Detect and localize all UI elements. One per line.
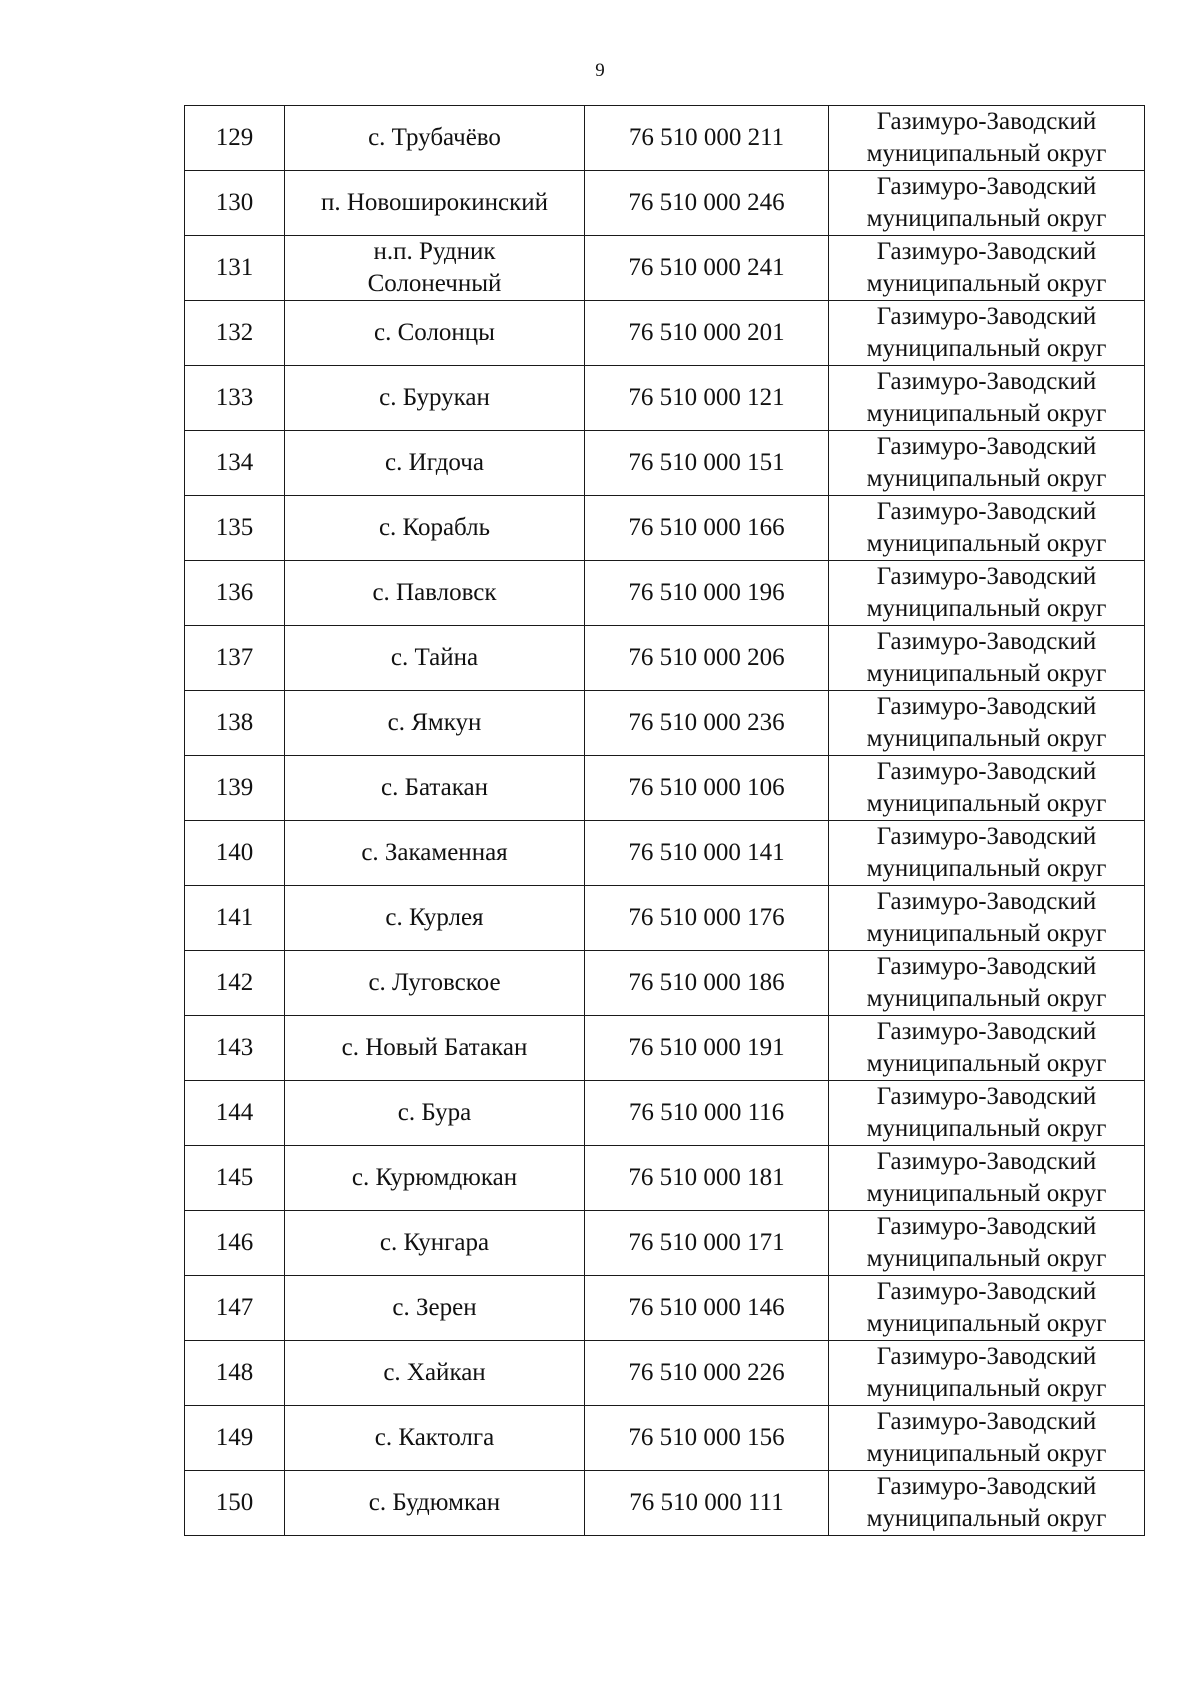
settlement-name: с. Хайкан <box>285 1341 585 1406</box>
municipality <box>829 171 1145 236</box>
municipality <box>829 951 1145 1016</box>
row-number: 144 <box>185 1081 285 1146</box>
municipality <box>829 431 1145 496</box>
municipality-line: Газимуро-Заводский <box>876 953 1097 980</box>
municipality-line: муниципальный округ <box>866 1245 1107 1272</box>
municipality-line: муниципальный округ <box>866 1375 1107 1402</box>
municipality-line: Газимуро-Заводский <box>876 303 1097 330</box>
oktmo-code: 76 510 000 186 <box>585 951 829 1016</box>
row-number: 142 <box>185 951 285 1016</box>
oktmo-code: 76 510 000 141 <box>585 821 829 886</box>
settlement-name: с. Игдоча <box>285 431 585 496</box>
settlement-name: с. Луговское <box>285 951 585 1016</box>
table-row <box>185 1406 1145 1471</box>
municipality-line: Газимуро-Заводский <box>876 1343 1097 1370</box>
oktmo-code: 76 510 000 241 <box>585 236 829 301</box>
table-row <box>185 1471 1145 1536</box>
municipality <box>829 1211 1145 1276</box>
settlement-name: с. Будюмкан <box>285 1471 585 1536</box>
oktmo-code: 76 510 000 206 <box>585 626 829 691</box>
table-row <box>185 1276 1145 1341</box>
municipality-line: муниципальный округ <box>866 855 1107 882</box>
row-number: 130 <box>185 171 285 236</box>
oktmo-code: 76 510 000 106 <box>585 756 829 821</box>
settlement-name: с. Закаменная <box>285 821 585 886</box>
municipality <box>829 301 1145 366</box>
settlement-name: с. Тайна <box>285 626 585 691</box>
settlement-name: с. Трубачёво <box>285 106 585 171</box>
settlement-name: с. Бура <box>285 1081 585 1146</box>
municipality <box>829 626 1145 691</box>
oktmo-code: 76 510 000 151 <box>585 431 829 496</box>
oktmo-code: 76 510 000 156 <box>585 1406 829 1471</box>
municipality-line: муниципальный округ <box>866 465 1107 492</box>
municipality <box>829 821 1145 886</box>
municipality-line: Газимуро-Заводский <box>876 823 1097 850</box>
row-number: 150 <box>185 1471 285 1536</box>
municipality-line: муниципальный округ <box>866 1505 1107 1532</box>
settlement-name: с. Новый Батакан <box>285 1016 585 1081</box>
municipality-line: Газимуро-Заводский <box>876 1278 1097 1305</box>
municipality <box>829 886 1145 951</box>
table-row <box>185 1016 1145 1081</box>
settlement-name: п. Новоширокинский <box>285 171 585 236</box>
page-number: 9 <box>595 60 605 81</box>
oktmo-code: 76 510 000 166 <box>585 496 829 561</box>
table-row <box>185 626 1145 691</box>
table-row <box>185 431 1145 496</box>
municipality <box>829 561 1145 626</box>
settlement-name: с. Ямкун <box>285 691 585 756</box>
table-row <box>185 106 1145 171</box>
settlements-table-container <box>184 105 1145 1536</box>
municipality-line: муниципальный округ <box>866 985 1107 1012</box>
oktmo-code: 76 510 000 111 <box>585 1471 829 1536</box>
municipality-line: муниципальный округ <box>866 400 1107 427</box>
oktmo-code: 76 510 000 191 <box>585 1016 829 1081</box>
municipality-line: Газимуро-Заводский <box>876 433 1097 460</box>
settlement-name: с. Павловск <box>285 561 585 626</box>
table-row <box>185 236 1145 301</box>
row-number: 135 <box>185 496 285 561</box>
oktmo-code: 76 510 000 171 <box>585 1211 829 1276</box>
municipality-line: муниципальный округ <box>866 1050 1107 1077</box>
row-number: 141 <box>185 886 285 951</box>
oktmo-code: 76 510 000 236 <box>585 691 829 756</box>
row-number: 145 <box>185 1146 285 1211</box>
municipality-line: муниципальный округ <box>866 920 1107 947</box>
oktmo-code: 76 510 000 176 <box>585 886 829 951</box>
row-number: 133 <box>185 366 285 431</box>
municipality <box>829 1276 1145 1341</box>
table-row <box>185 561 1145 626</box>
municipality-line: Газимуро-Заводский <box>876 1213 1097 1240</box>
row-number: 149 <box>185 1406 285 1471</box>
municipality <box>829 236 1145 301</box>
municipality-line: Газимуро-Заводский <box>876 1018 1097 1045</box>
settlement-name-line: Солонечный <box>367 270 502 297</box>
municipality-line: Газимуро-Заводский <box>876 1148 1097 1175</box>
oktmo-code: 76 510 000 116 <box>585 1081 829 1146</box>
municipality-line: Газимуро-Заводский <box>876 238 1097 265</box>
municipality-line: муниципальный округ <box>866 335 1107 362</box>
municipality-line: муниципальный округ <box>866 1310 1107 1337</box>
oktmo-code: 76 510 000 196 <box>585 561 829 626</box>
table-row <box>185 496 1145 561</box>
settlement-name: с. Кунгара <box>285 1211 585 1276</box>
municipality <box>829 691 1145 756</box>
municipality-line: муниципальный округ <box>866 595 1107 622</box>
row-number: 148 <box>185 1341 285 1406</box>
table-row <box>185 366 1145 431</box>
row-number: 137 <box>185 626 285 691</box>
municipality <box>829 496 1145 561</box>
table-row <box>185 1081 1145 1146</box>
table-row <box>185 1341 1145 1406</box>
row-number: 129 <box>185 106 285 171</box>
municipality-line: Газимуро-Заводский <box>876 888 1097 915</box>
oktmo-code: 76 510 000 201 <box>585 301 829 366</box>
municipality-line: муниципальный округ <box>866 140 1107 167</box>
municipality <box>829 756 1145 821</box>
oktmo-code: 76 510 000 121 <box>585 366 829 431</box>
oktmo-code: 76 510 000 146 <box>585 1276 829 1341</box>
oktmo-code: 76 510 000 181 <box>585 1146 829 1211</box>
municipality-line: муниципальный округ <box>866 1115 1107 1142</box>
municipality-line: Газимуро-Заводский <box>876 1083 1097 1110</box>
settlement-name: с. Курюмдюкан <box>285 1146 585 1211</box>
row-number: 132 <box>185 301 285 366</box>
settlement-name <box>285 236 585 301</box>
row-number: 134 <box>185 431 285 496</box>
row-number: 136 <box>185 561 285 626</box>
table-row <box>185 821 1145 886</box>
municipality-line: Газимуро-Заводский <box>876 1408 1097 1435</box>
oktmo-code: 76 510 000 226 <box>585 1341 829 1406</box>
municipality <box>829 366 1145 431</box>
municipality-line: Газимуро-Заводский <box>876 173 1097 200</box>
settlement-name-line: н.п. Рудник <box>373 238 496 265</box>
settlement-name: с. Солонцы <box>285 301 585 366</box>
table-row <box>185 691 1145 756</box>
settlement-name: с. Кактолга <box>285 1406 585 1471</box>
municipality-line: муниципальный округ <box>866 725 1107 752</box>
row-number: 131 <box>185 236 285 301</box>
municipality-line: муниципальный округ <box>866 790 1107 817</box>
oktmo-code: 76 510 000 246 <box>585 171 829 236</box>
municipality-line: Газимуро-Заводский <box>876 563 1097 590</box>
row-number: 138 <box>185 691 285 756</box>
settlement-name: с. Зерен <box>285 1276 585 1341</box>
row-number: 143 <box>185 1016 285 1081</box>
municipality-line: Газимуро-Заводский <box>876 368 1097 395</box>
oktmo-code: 76 510 000 211 <box>585 106 829 171</box>
settlement-name: с. Курлея <box>285 886 585 951</box>
municipality-line: Газимуро-Заводский <box>876 758 1097 785</box>
municipality-line: муниципальный округ <box>866 1440 1107 1467</box>
row-number: 146 <box>185 1211 285 1276</box>
row-number: 140 <box>185 821 285 886</box>
table-row <box>185 301 1145 366</box>
municipality <box>829 1341 1145 1406</box>
municipality-line: Газимуро-Заводский <box>876 108 1097 135</box>
municipality-line: муниципальный округ <box>866 1180 1107 1207</box>
table-row <box>185 1211 1145 1276</box>
row-number: 147 <box>185 1276 285 1341</box>
municipality <box>829 1471 1145 1536</box>
settlement-name: с. Корабль <box>285 496 585 561</box>
municipality-line: Газимуро-Заводский <box>876 693 1097 720</box>
municipality <box>829 1146 1145 1211</box>
municipality-line: муниципальный округ <box>866 530 1107 557</box>
row-number: 139 <box>185 756 285 821</box>
table-body <box>185 106 1145 1536</box>
table-row <box>185 756 1145 821</box>
settlements-table <box>184 105 1145 1536</box>
municipality-line: муниципальный округ <box>866 205 1107 232</box>
municipality-line: муниципальный округ <box>866 660 1107 687</box>
municipality-line: Газимуро-Заводский <box>876 498 1097 525</box>
table-row <box>185 1146 1145 1211</box>
municipality <box>829 106 1145 171</box>
municipality <box>829 1016 1145 1081</box>
municipality <box>829 1081 1145 1146</box>
municipality-line: муниципальный округ <box>866 270 1107 297</box>
municipality-line: Газимуро-Заводский <box>876 1473 1097 1500</box>
settlement-name: с. Батакан <box>285 756 585 821</box>
municipality <box>829 1406 1145 1471</box>
table-row <box>185 171 1145 236</box>
table-row <box>185 951 1145 1016</box>
settlement-name: с. Бурукан <box>285 366 585 431</box>
municipality-line: Газимуро-Заводский <box>876 628 1097 655</box>
table-row <box>185 886 1145 951</box>
